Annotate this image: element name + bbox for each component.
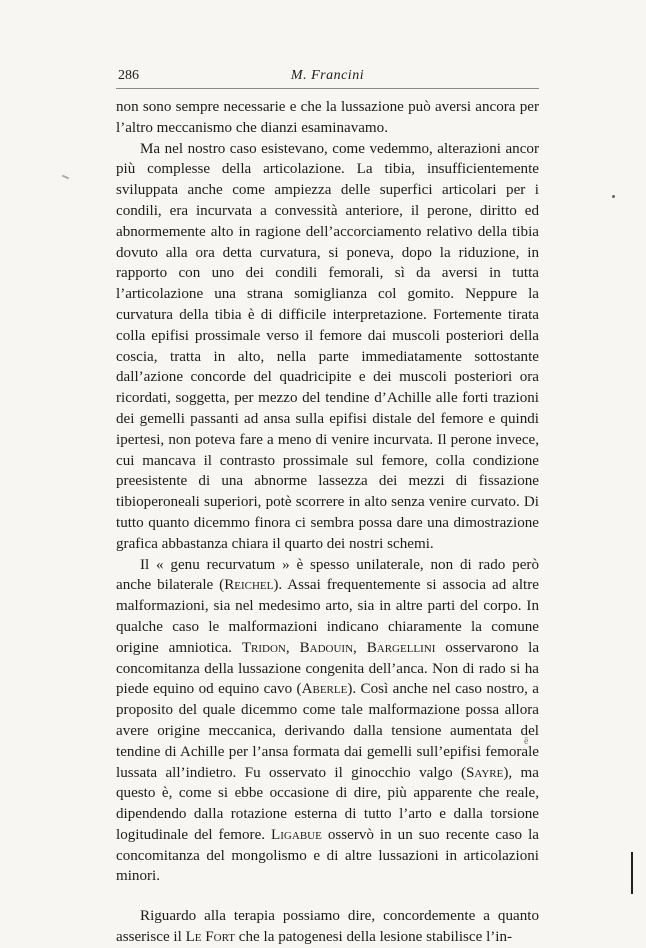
author-name: Aberle [301, 681, 348, 698]
text-run: che la patogenesi della lesione stabilisce l’in- [235, 929, 513, 946]
page-edge-line [631, 852, 633, 894]
text-run: , [353, 639, 367, 656]
paragraph-p2 [116, 139, 539, 555]
author-name: Le Fort [185, 929, 236, 946]
page-number: 286 [118, 68, 139, 83]
text-run: Riguardo alla terapia possiamo dire, concordemente a quanto asserisce il [116, 908, 539, 946]
text-run: non sono sempre necessarie e che la lussazione può aversi ancora per l’altro meccanismo che dianzi esaminavamo. [116, 99, 539, 136]
author-name: Tridon [241, 639, 286, 656]
text-run: osservarono la concomitanza della lussazione congenita dell’anca. Non di rado si ha piede equino od equino cavo ( [116, 639, 540, 698]
body-text [116, 97, 539, 948]
author-name: Ligabue [271, 826, 322, 843]
author-name: Badouin [299, 639, 354, 656]
running-head: M. Francini [290, 68, 365, 83]
margin-speck-right [612, 195, 615, 198]
margin-speck-left [62, 175, 69, 180]
text-run: , [285, 639, 300, 656]
text-run: osservò in un suo recente caso la concomitanza del mongolismo e di altre lussazioni in articolazioni minori. [116, 826, 539, 885]
paragraph-p1 [116, 97, 539, 139]
author-name: Bargellini [366, 639, 436, 656]
text-run: Ma nel nostro caso esistevano, come vedemmo, alterazioni ancor più complesse della articolazione. La tibia, insufficientemente sviluppata anche come ampiezza delle superfici articolari per i condili, era incurvata a convessità anteriore, il perone, diritto ed abnormemente alto in ragione dell’accorciamento relativo della tibia dovuto alla ora detta curvatura, si poneva, dopo la riduzione, in rapporto con uno dei condili femorali, sì da aversi in tutta l’articolazione una strana somiglianza col gomito. Neppure la curvatura della tibia è di difficile interpretazione. Fortemente tirata colla epifisi prossimale verso il femore dai muscoli posteriori della coscia, tratta in alto, nella parte immediatamente sottostante dall’azione concorde del quadricipite e dei muscoli posteriori ora ricordati, soggetta, per mezzo del tendine d’Achille alle forti trazioni dei gemelli passanti ad ansa sulla epifisi distale del femore e quindi ipertesi, non poteva fare a meno di venire incurvata. Il perone invece, cui mancava il contrasto prossimale sul femore, colla condizione preesistente di una abnorme lassezza dei mezzi di fissazione tibioperoneali superiori, potè scorrere in alto senza venire curvato. Di tutto quanto dicemmo finora ci sembra possa dare una dimostrazione grafica abbastanza chiara il quarto dei nostri schemi. [116, 140, 539, 552]
author-name: Sayre [466, 764, 504, 781]
text-run: ), ma questo è, come si ebbe occasione di dire, più apparente che reale, dipendendo dalla rotazione esterna di tutto l’arto e dalla torsione logitudinale del femore. [116, 764, 539, 843]
page-header [116, 66, 539, 89]
paragraph-p3 [116, 555, 539, 888]
text-run: Il « genu recurvatum » è spesso unilaterale, non di rado però anche bilaterale ( [116, 556, 539, 594]
margin-mark: ē [524, 736, 529, 747]
text-run: ). Assai frequentemente si associa ad altre malformazioni, sia nel medesimo arto, sia in altre parti del corpo. In qualche caso le malformazioni indicano chiaramente la comune origine amniotica. [116, 577, 539, 656]
paragraph-p4 [116, 906, 539, 948]
text-run: ). Così anche nel caso nostro, a proposito del quale dicemmo come tale malformazione possa allora avere origine meccanica, derivando dalla tensione aumentata del tendine di Achille per l’ansa formata dai gemelli sull’epifisi femorale lussata all’indietro. Fu osservato il ginocchio valgo ( [116, 681, 540, 781]
author-name: Reichel [224, 577, 274, 594]
